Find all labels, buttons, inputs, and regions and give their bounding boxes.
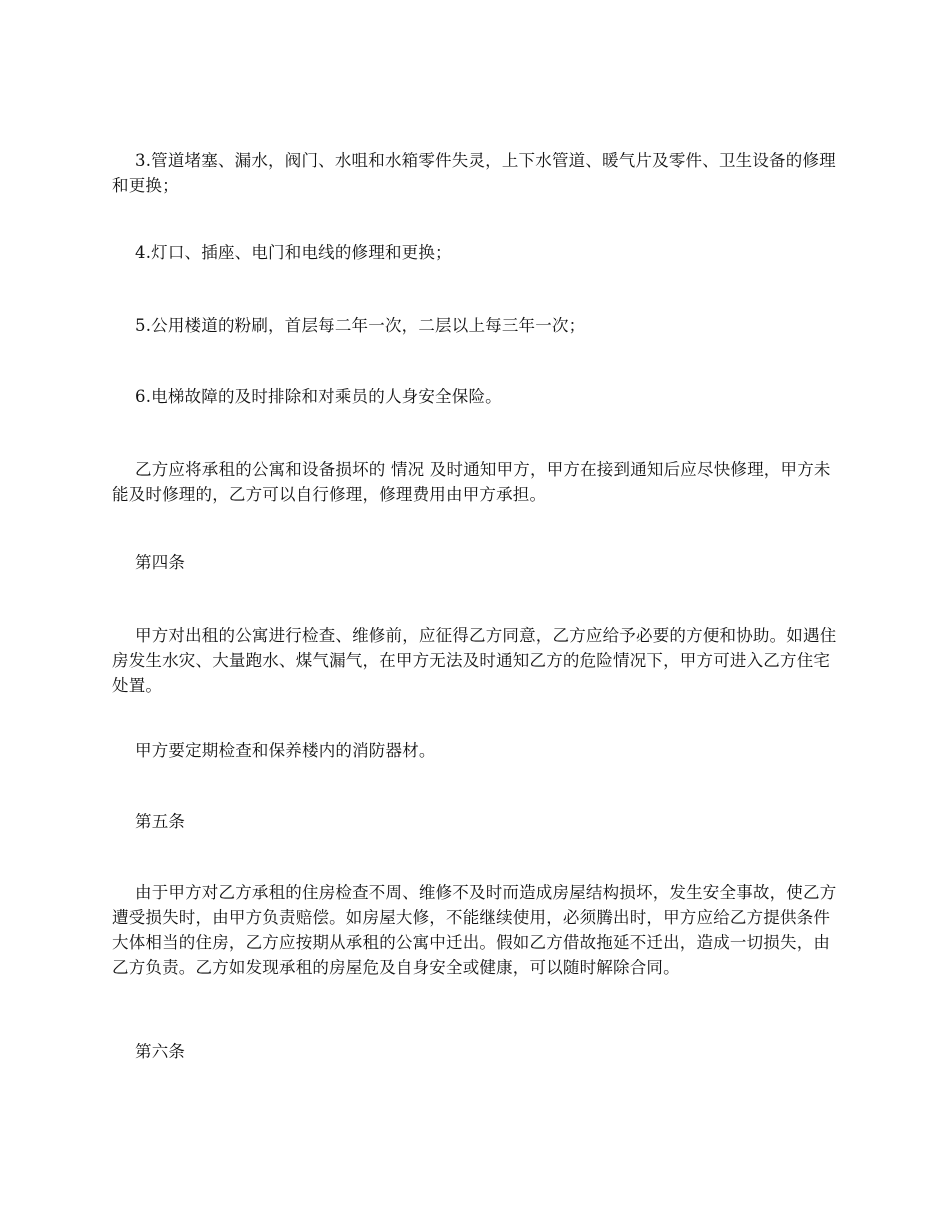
inspection-paragraph: 甲方对出租的公寓进行检查、维修前，应征得乙方同意，乙方应给予必要的方便和协助。如遇住房发生水灾、大量跑水、煤气漏气，在甲方无法及时通知乙方的危险情况下，甲方可进入乙方住宅处置。 [112,626,837,695]
article-5-heading: 第五条 [135,812,186,831]
clause-item-4: 4.灯口、插座、电门和电线的修理和更换； [135,243,452,262]
fire-equipment-paragraph: 甲方要定期检查和保养楼内的消防器材。 [135,741,436,760]
clause-item-6: 6.电梯故障的及时排除和对乘员的人身安全保险。 [135,387,502,406]
clause-item-5: 5.公用楼道的粉刷，首层每二年一次，二层以上每三年一次； [135,316,586,335]
clause-item-3: 3.管道堵塞、漏水，阀门、水咀和水箱零件失灵，上下水管道、暖气片及零件、卫生设备的修理和更换； [112,151,836,195]
repair-notice-paragraph: 乙方应将承租的公寓和设备损坏的 情况 及时通知甲方，甲方在接到通知后应尽快修理，甲方未能及时修理的，乙方可以自行修理，修理费用由甲方承担。 [112,460,831,504]
article-4-heading: 第四条 [135,553,186,572]
liability-paragraph: 由于甲方对乙方承租的住房检查不周、维修不及时而造成房屋结构损坏，发生安全事故，使乙方遭受损失时，由甲方负责赔偿。如房屋大修，不能继续使用，必须腾出时，甲方应给乙方提供条件大体相当的住房，乙方应按期从承租的公寓中迁出。假如乙方借故拖延不迁出，造成一切损失，由乙方负责。乙方如发现承租的房屋危及自身安全或健康，可以随时解除合同。 [112,883,837,977]
article-6-heading: 第六条 [135,1042,186,1061]
